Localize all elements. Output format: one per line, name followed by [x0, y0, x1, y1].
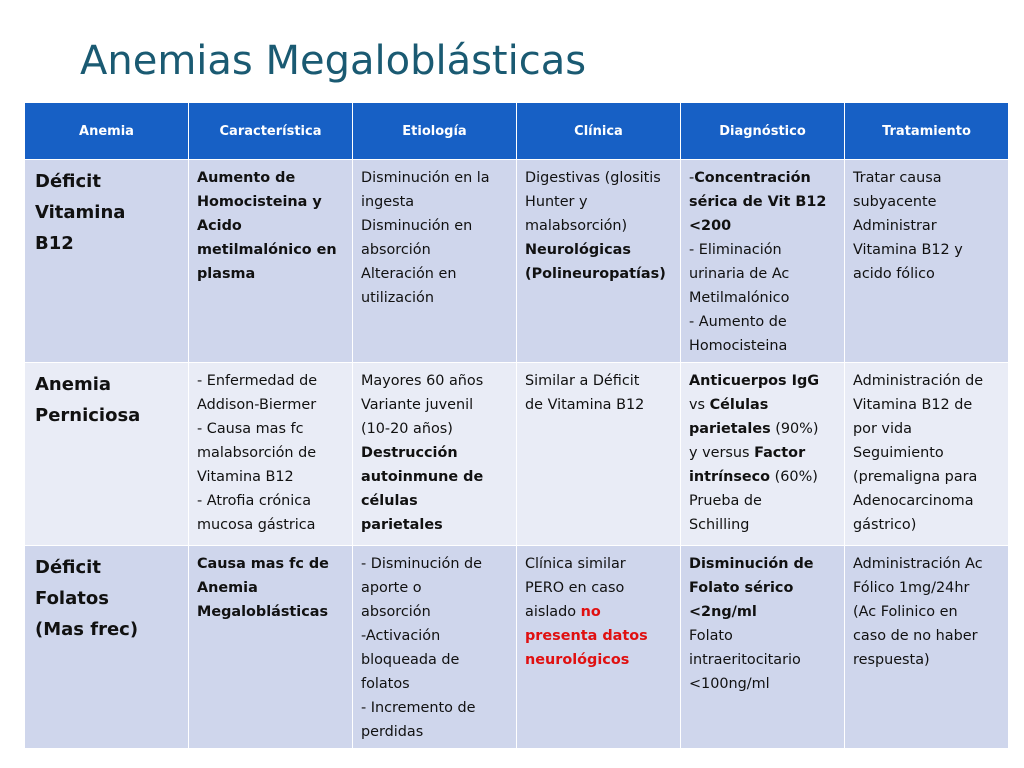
caracteristica-cell	[189, 363, 353, 546]
diagnostico-cell	[681, 160, 845, 363]
text-line: caso de no haber	[853, 628, 978, 644]
text-line: Disminución en la	[361, 170, 490, 186]
tratamiento-cell	[845, 363, 1009, 546]
row-name-line: (Mas frec)	[35, 619, 139, 640]
text-line: Homocisteina y	[197, 194, 322, 210]
text-line: (premaligna para	[853, 469, 978, 485]
clinica-cell	[517, 160, 681, 363]
etiologia-cell	[353, 363, 517, 546]
text-line: <200	[689, 218, 732, 234]
etiologia-cell	[353, 546, 517, 749]
text-line: Acido	[197, 218, 242, 234]
text-line: (Ac Folinico en	[853, 604, 958, 620]
etiologia-cell	[353, 160, 517, 363]
text-line: (Polineuropatías)	[525, 266, 666, 282]
text-run: (90%)	[770, 421, 819, 437]
text-line: Administrar	[853, 218, 937, 234]
text-line: perdidas	[361, 724, 424, 740]
text-line	[689, 166, 840, 190]
text-line: folatos	[361, 676, 410, 692]
text-line: sérica de Vit B12	[689, 194, 827, 210]
tratamiento-cell	[845, 160, 1009, 363]
row-name-line: Déficit	[35, 557, 101, 578]
text-line: - Eliminación	[689, 242, 782, 258]
row-name-cell	[25, 160, 189, 363]
text-line: Homocisteina	[689, 338, 788, 354]
row-name-line: Anemia	[35, 374, 112, 395]
text-line: Vitamina B12	[197, 469, 294, 485]
text-line: plasma	[197, 266, 256, 282]
text-line: Addison-Biermer	[197, 397, 317, 413]
clinica-cell	[517, 363, 681, 546]
anemias-table	[24, 102, 1009, 749]
text-run: intrínseco	[689, 469, 771, 485]
text-line: metilmalónico en	[197, 242, 337, 258]
table-row	[25, 160, 1009, 363]
text-line: - Aumento de	[689, 314, 787, 330]
text-line: gástrico)	[853, 517, 917, 533]
text-run: Concentración	[694, 170, 811, 186]
text-line: Seguimiento	[853, 445, 944, 461]
row-name-cell	[25, 546, 189, 749]
caracteristica-cell	[189, 160, 353, 363]
text-line: autoinmune de	[361, 469, 484, 485]
header-tratamiento: Tratamiento	[845, 103, 1009, 160]
tratamiento-cell	[845, 546, 1009, 749]
text-line: Administración de	[853, 373, 984, 389]
text-line: mucosa gástrica	[197, 517, 316, 533]
text-line: neurológicos	[525, 652, 630, 668]
text-line: (10-20 años)	[361, 421, 453, 437]
text-line: <100ng/ml	[689, 676, 770, 692]
text-run: vs	[689, 397, 710, 413]
text-line: Disminución de	[689, 556, 814, 572]
text-line	[689, 417, 840, 441]
caracteristica-cell	[189, 546, 353, 749]
text-line: acido fólico	[853, 266, 935, 282]
row-name-line: Déficit	[35, 171, 101, 192]
text-line: Schilling	[689, 517, 750, 533]
header-clinica: Clínica	[517, 103, 681, 160]
header-anemia: Anemia	[25, 103, 189, 160]
text-line: <2ng/ml	[689, 604, 757, 620]
text-line: Destrucción	[361, 445, 458, 461]
text-run: aislado	[525, 604, 581, 620]
text-line: Causa mas fc de	[197, 556, 329, 572]
text-line: de Vitamina B12	[525, 397, 645, 413]
text-run: Factor	[754, 445, 806, 461]
row-name-cell	[25, 363, 189, 546]
text-line: células	[361, 493, 418, 509]
text-line: urinaria de Ac	[689, 266, 790, 282]
header-etiologia: Etiología	[353, 103, 517, 160]
text-line: - Causa mas fc	[197, 421, 304, 437]
text-line: Disminución en	[361, 218, 473, 234]
text-run: no	[580, 604, 601, 620]
text-line: Neurológicas	[525, 242, 631, 258]
text-line: Metilmalónico	[689, 290, 790, 306]
header-diagnostico: Diagnóstico	[681, 103, 845, 160]
text-line: por vida	[853, 421, 912, 437]
text-line: Aumento de	[197, 170, 296, 186]
text-line: Adenocarcinoma	[853, 493, 974, 509]
text-line: PERO en caso	[525, 580, 625, 596]
text-line: Vitamina B12 y	[853, 242, 963, 258]
text-line: ingesta	[361, 194, 415, 210]
text-run: (60%)	[770, 469, 818, 485]
text-line: Digestivas (glositis	[525, 170, 661, 186]
slide-title: Anemias Megaloblásticas	[80, 38, 587, 84]
text-line: Hunter y	[525, 194, 588, 210]
text-line: Tratar causa	[853, 170, 942, 186]
text-line: Anticuerpos IgG	[689, 373, 820, 389]
text-line: Anemia	[197, 580, 258, 596]
row-name-line: B12	[35, 233, 74, 254]
text-line: Similar a Déficit	[525, 373, 640, 389]
text-line: absorción	[361, 604, 431, 620]
text-line: subyacente	[853, 194, 937, 210]
text-line: respuesta)	[853, 652, 930, 668]
text-line: Alteración en	[361, 266, 457, 282]
text-line: Megaloblásticas	[197, 604, 329, 620]
text-line: Vitamina B12 de	[853, 397, 973, 413]
text-run: parietales	[689, 421, 771, 437]
header-row	[25, 103, 1009, 160]
header-caracteristica: Característica	[189, 103, 353, 160]
diagnostico-cell	[681, 546, 845, 749]
text-line: Prueba de	[689, 493, 762, 509]
text-line: absorción	[361, 242, 431, 258]
text-line: utilización	[361, 290, 434, 306]
text-line: presenta datos	[525, 628, 648, 644]
text-line	[689, 393, 840, 417]
clinica-cell	[517, 546, 681, 749]
text-line: Folato sérico	[689, 580, 794, 596]
table-row	[25, 363, 1009, 546]
row-name-line: Folatos	[35, 588, 109, 609]
text-line: bloqueada de	[361, 652, 460, 668]
text-line: Clínica similar	[525, 556, 626, 572]
row-name-line: Vitamina	[35, 202, 126, 223]
text-line: - Disminución de	[361, 556, 482, 572]
text-line: Fólico 1mg/24hr	[853, 580, 970, 596]
text-line: - Atrofia crónica	[197, 493, 312, 509]
text-line: - Incremento de	[361, 700, 476, 716]
text-line: - Enfermedad de	[197, 373, 318, 389]
text-line: intraeritocitario	[689, 652, 801, 668]
text-line: Mayores 60 años	[361, 373, 484, 389]
text-line	[689, 465, 840, 489]
text-run: -	[689, 170, 695, 186]
text-run: y versus	[689, 445, 755, 461]
text-line	[689, 441, 840, 465]
text-line: malabsorción)	[525, 218, 628, 234]
row-name-line: Perniciosa	[35, 405, 141, 426]
text-line: aporte o	[361, 580, 422, 596]
text-line: malabsorción de	[197, 445, 317, 461]
text-line	[525, 600, 676, 624]
text-line: Variante juvenil	[361, 397, 474, 413]
table-row	[25, 546, 1009, 749]
text-line: -Activación	[361, 628, 441, 644]
text-line: Administración Ac	[853, 556, 983, 572]
text-line: Folato	[689, 628, 733, 644]
text-run: Células	[709, 397, 769, 413]
diagnostico-cell	[681, 363, 845, 546]
text-line: parietales	[361, 517, 443, 533]
